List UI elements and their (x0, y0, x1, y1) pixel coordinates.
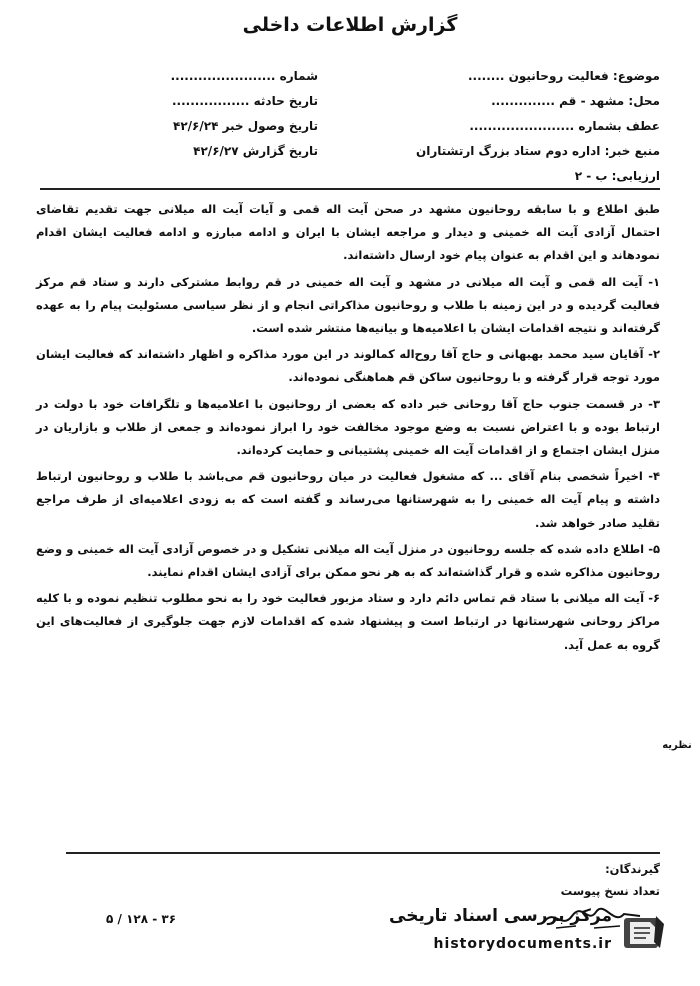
report-date-line: تاریخ گزارش ۴۲/۶/۲۷ (193, 144, 318, 158)
report-title: گزارش اطلاعات داخلی (242, 14, 458, 36)
body-paragraph: ۱- آیت اله قمی و آیت اله میلانی در مشهد و آیت اله خمینی در قم روابط مشترکی دارند و ستاد قم مرکز فعالیت گردیده و در این زمینه با طلاب و روحانیون مذاکراتی انجام و از نظر سیاسی مسئولیت پیام را به عهده گرفته‌اند و نتیجه اقدامات ایشان با اعلامیه‌ها و بیانیه‌ها منتشر شده است. (36, 274, 660, 336)
number-line: شماره ....................... (170, 69, 318, 83)
header-divider (40, 188, 660, 190)
watermark (372, 900, 672, 966)
margin-note: نظریه (662, 740, 692, 751)
header-right (360, 64, 660, 189)
footer-divider (66, 852, 660, 854)
body-paragraph: ۲- آقایان سید محمد بهبهانی و حاج آقا روح‌اله کمالوند در این مورد مذاکره و اظهار داشته‌اند که فعالیت ایشان مورد توجه قرار گرفته و با روحانیون ساکن قم هماهنگی نموده‌اند. (36, 347, 660, 385)
header-left (58, 64, 318, 164)
attachment-line: عطف بشماره ....................... (469, 119, 660, 133)
book-logo-icon (620, 910, 666, 956)
source-line: منبع خبر: اداره دوم ستاد بزرگ ارتشتاران (415, 144, 660, 158)
place-line: محل: مشهد - قم .............. (491, 94, 660, 108)
watermark-url: historydocuments.ir (433, 936, 612, 952)
report-body (36, 198, 660, 660)
recipients-label: گیرندگان: (605, 862, 660, 876)
evaluation-line: ارزیابی: ب - ۲ (574, 169, 660, 183)
subject-line: موضوع: فعالیت روحانیون ........ (467, 69, 660, 83)
document-code: ۳۶ - ۱۲۸ / ۵ (106, 912, 177, 926)
watermark-name: مرکز بررسی اسناد تاریخی (389, 906, 612, 926)
body-paragraph: طبق اطلاع و با سابقه روحانیون مشهد در صحن آیت اله قمی و آیات آیت اله میلانی جهت تقدیم تقاضای احتمال آزادی آیت اله خمینی و دیدار و مراجعه ایشان با ایران و ادامه مبارزه و ادامه فعالیت ایشان اقدام نمودهاند و این اقدام به عنوان پیام خود ارسال داشته‌اند. (36, 202, 660, 263)
body-paragraph: ۵- اطلاع داده شده که جلسه روحانیون در منزل آیت اله میلانی تشکیل و در خصوص آزادی آیت اله خمینی و وضع روحانیون مذاکره شده و قرار گذاشته‌اند که به هر نحو ممکن برای آزادی ایشان اقدام نمایند. (36, 541, 660, 580)
copies-label: تعداد نسخ پیوست (560, 884, 660, 898)
body-paragraph: ۶- آیت اله میلانی با ستاد قم تماس دائم دارد و ستاد مزبور فعالیت خود را به نحو مطلوب تنظیم نموده و با کلیه مراکز روحانی شهرستانها در ارتباط است و پیشنهاد شده که اقدامات لازم جهت جلوگیری از فعالیت‌های این گروه به عمل آید. (36, 591, 660, 652)
body-paragraph: ۴- اخیراً شخصی بنام آقای ... که مشغول فعالیت در میان روحانیون قم می‌باشد با طلاب و روحانیون ارتباط داشته و پیام آیت اله خمینی را به شهرستانها می‌رساند و گفته است که به زودی اعلامیه‌ای از طرف مراجع تقلید صادر خواهد شد. (36, 469, 660, 530)
receipt-date-line: تاریخ وصول خبر ۴۲/۶/۲۴ (173, 119, 318, 133)
body-paragraph: ۳- در قسمت جنوب حاج آقا روحانی خبر داده که بعضی از روحانیون با اعلامیه‌ها و تلگرافات خود با دولت در ارتباط بوده و با اعتراض نسبت به وضع موجود مخالفت خود را ابراز نموده‌اند و جمعی از طلاب و بازاریان در منزل ایشان اجتماع و از اقدامات آیت اله خمینی پشتیبانی و حمایت کرده‌اند. (36, 396, 660, 458)
incident-date-line: تاریخ حادثه ................. (171, 94, 318, 108)
